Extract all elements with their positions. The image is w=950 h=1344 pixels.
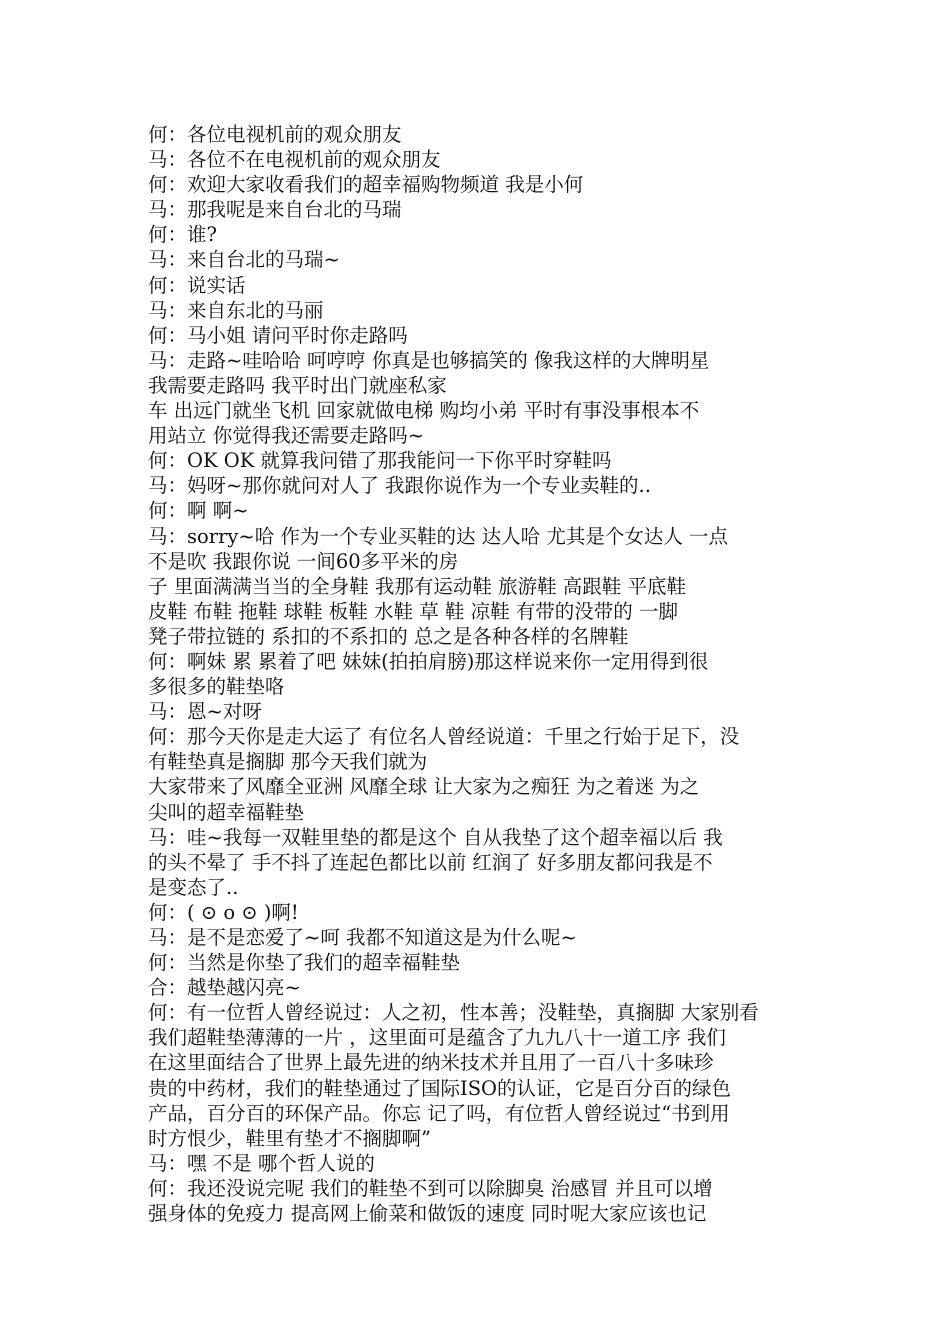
text-line: 何：那今天你是走大运了 有位名人曾经说道：千里之行始于足下，没 [148,725,740,749]
text-line: 何：当然是你垫了我们的超幸福鞋垫 [148,951,461,975]
text-line: 何：( ⊙ o ⊙ )啊! [148,900,299,924]
text-line: 在这里面结合了世界上最先进的纳米技术并且用了一百八十多味珍 [148,1051,714,1075]
text-line: 何：各位电视机前的观众朋友 [148,123,402,146]
text-line: 子 里面满满当当的全身鞋 我那有运动鞋 旅游鞋 高跟鞋 平底鞋 [148,574,686,598]
text-line: 马：哇~我每一双鞋里垫的都是这个 自从我垫了这个超幸福以后 我 [148,825,723,849]
text-line: 马：是不是恋爱了~呵 我都不知道这是为什么呢~ [148,926,577,949]
text-line: 车 出远门就坐飞机 回家就做电梯 购均小弟 平时有事没事根本不 [148,399,700,423]
text-line: 何：马小姐 请问平时你走路吗 [148,323,408,347]
text-line: 马：恩~对呀 [148,700,262,724]
text-line: 我需要走路吗 我平时出门就座私家 [148,373,447,397]
text-line: 何：有一位哲人曾经说过：人之初，性本善；没鞋垫，真搁脚 大家别看 [148,1001,759,1025]
text-line: 合：越垫越闪亮~ [148,976,301,1000]
text-line: 我们超鞋垫薄薄的一片 ，这里面可是蕴含了九九八十一道工序 我们 [148,1026,726,1050]
text-line: 贵的中药材，我们的鞋垫通过了国际ISO的认证，它是百分百的绿色 [148,1076,732,1100]
text-line: 大家带来了风靡全亚洲 风靡全球 让大家为之痴狂 为之着迷 为之 [148,775,700,799]
text-line: 是变态了.. [148,875,239,899]
text-line: 马：各位不在电视机前的观众朋友 [148,148,441,172]
text-line: 何：OK OK 就算我问错了那我能问一下你平时穿鞋吗 [148,449,612,473]
text-line: 多很多的鞋垫咯 [148,675,285,699]
text-line: 马：嘿 不是 哪个哲人说的 [148,1151,375,1175]
text-line: 马：来自台北的马瑞~ [148,248,340,272]
text-line: 马：走路~哇哈哈 呵哼哼 你真是也够搞笑的 像我这样的大牌明星 [148,348,710,372]
text-line: 何：啊妹 累 累着了吧 妹妹(拍拍肩膀)那这样说来你一定用得到很 [148,649,709,673]
document-body [148,122,808,1226]
text-line: 何：说实话 [148,273,246,297]
text-line: 产品，百分百的环保产品。你忘 记了吗，有位哲人曾经说过“书到用 [148,1101,730,1125]
text-line: 凳子带拉链的 系扣的不系扣的 总之是各种各样的名牌鞋 [148,624,629,648]
text-line: 何：欢迎大家收看我们的超幸福购物频道 我是小何 [148,173,584,197]
text-line: 马：那我呢是来自台北的马瑞 [148,198,402,222]
text-line: 何：啊 啊~ [148,499,249,523]
text-line: 何：谁? [148,223,217,247]
text-line: 马：妈呀~那你就问对人了 我跟你说作为一个专业卖鞋的.. [148,474,651,498]
text-line: 强身体的免疫力 提高网上偷菜和做饭的速度 同时呢大家应该也记 [148,1202,707,1226]
text-line: 时方恨少，鞋里有垫才不搁脚啊” [148,1126,431,1150]
text-line: 马：sorry~哈 作为一个专业买鞋的达 达人哈 尤其是个女达人 一点 [148,524,729,548]
text-line: 的头不晕了 手不抖了连起色都比以前 红润了 好多朋友都问我是不 [148,850,713,874]
text-line: 马：来自东北的马丽 [148,298,324,322]
text-line: 皮鞋 布鞋 拖鞋 球鞋 板鞋 水鞋 草 鞋 凉鞋 有带的没带的 一脚 [148,599,678,623]
text-line: 有鞋垫真是搁脚 那今天我们就为 [148,750,428,774]
text-line: 用站立 你觉得我还需要走路吗~ [148,424,425,448]
text-line: 不是吹 我跟你说 一间60多平米的房 [148,549,459,573]
text-line: 尖叫的超幸福鞋垫 [148,800,305,824]
text-line: 何：我还没说完呢 我们的鞋垫不到可以除脚臭 治感冒 并且可以增 [148,1176,713,1200]
